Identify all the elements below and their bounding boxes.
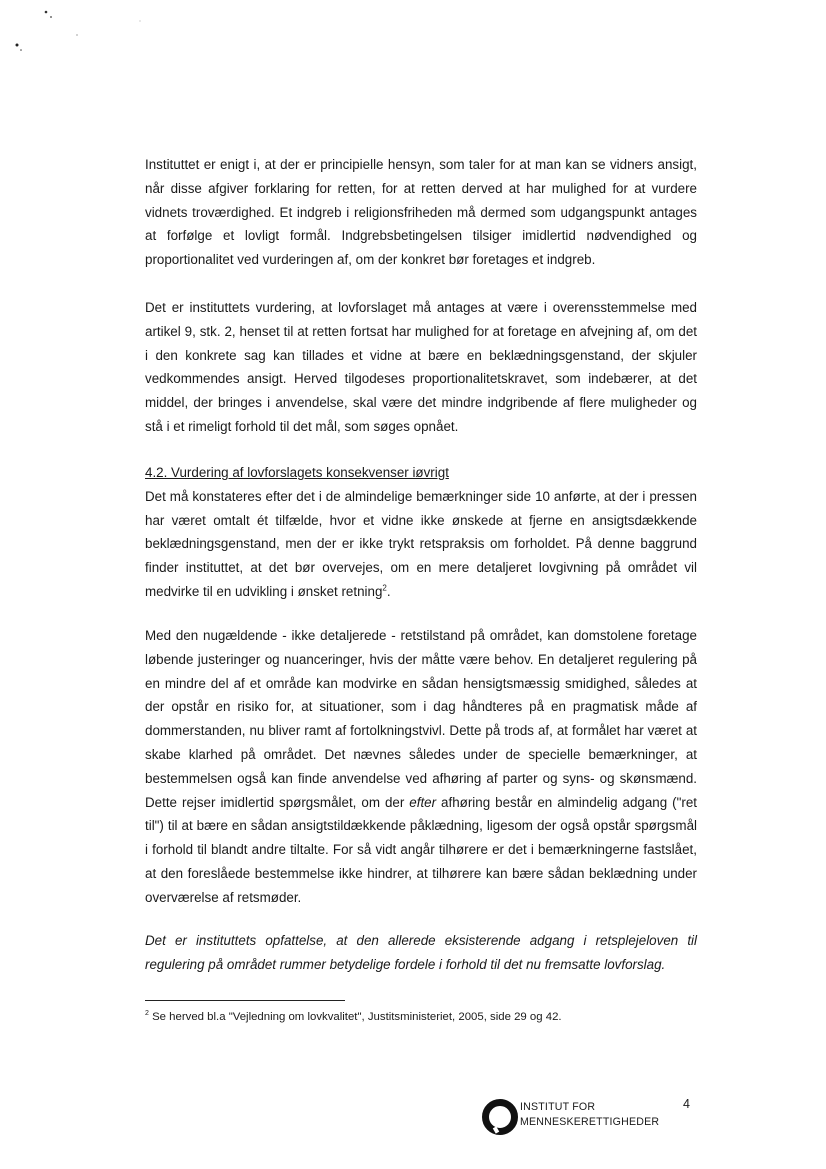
footnote	[145, 1010, 705, 1025]
page-number: 4	[683, 1097, 690, 1111]
logo-line-1: INSTITUT FOR	[520, 1101, 596, 1113]
footnote-text: Se herved bl.a "Vejledning om lovkvalitet", Justitsministeriet, 2005, side 29 og 42.	[148, 1011, 562, 1023]
paragraph-5-text: Det er instituttets opfattelse, at den allerede eksisterende adgang i retsplejeloven til regulering på området rummer betydelige fordele i forhold til det nu fremsatte lovforslag.	[145, 933, 697, 972]
logo-wordmark	[520, 1100, 659, 1130]
footnote-reference: 2	[382, 583, 387, 593]
footnote-marker: 2	[145, 1010, 149, 1018]
logo-line-2: MENNESKERETTIGHEDER	[520, 1116, 660, 1128]
paragraph-4	[145, 624, 697, 910]
paragraph-3-text: Det må konstateres efter det i de almindelige bemærkninger side 10 anførte, at der i pressen har været omtalt ét tilfælde, hvor et vidne ikke ønskede at fjerne en ansigtsdækkende beklædningsgenstand, men der er ikke trykt retspraksis om forholdet. På denne baggrund finder instituttet, at det bør overvejes, om en mere detaljeret lovgivning på området vil medvirke til en udvikling i ønsket retning	[145, 488, 697, 599]
ring-logo-icon	[480, 1097, 520, 1137]
paragraph-2	[145, 296, 697, 439]
paragraph-2-text: Det er instituttets vurdering, at lovforslaget må antages at være i overensstemmelse med artikel 9, stk. 2, henset til at retten fortsat har mulighed for at foretage en afvejning af, om det i den konkrete sag kan tillades et vidne at bære en beklædningsgenstand, der skjuler vedkommendes ansigt. Herved tilgodeses proportionalitetskravet, som indebærer, at det middel, der bringes i anvendelse, skal være det mindre indgribende af flere muligheder og stå i et rimeligt forhold til det mål, som søges opnået.	[145, 300, 697, 434]
paragraph-4-text-a: Med den nugældende - ikke detaljerede - retstilstand på området, kan domstolene foretage løbende justeringer og nuanceringer, hvis der måtte være behov. En detaljeret regulering på en mindre del af et område kan modvirke en sådan hensigtsmæssig smidighed, således at der opstår en risiko for, at situationer, som i dag håndteres på en pragmatisk måde af dommerstanden, nu bliver ramt af fortolkningstvivl. Dette på trods af, at formålet har været at skabe klarhed på området. Det nævnes således under de specielle bemærkninger, at bestemmelsen også kan finde anvendelse ved afhøring af parter og syns- og skønsmænd. Dette rejser imidlertid spørgsmålet, om der	[145, 628, 697, 810]
paragraph-1	[145, 153, 697, 272]
paragraph-3-end: .	[386, 583, 391, 599]
institute-logo	[480, 1097, 680, 1137]
paragraph-5	[145, 929, 697, 977]
section-heading: 4.2. Vurdering af lovforslagets konsekvenser iøvrigt	[145, 465, 449, 480]
scan-specks	[0, 0, 200, 60]
paragraph-3	[145, 485, 697, 604]
paragraph-4-text-b: afhøring består en almindelig adgang ("ret til") til at bære en sådan ansigtstildækkende påklædning, ligesom der også opstår spørgsmål i forhold til blandt andre tiltalte. For så vidt angår tilhørere er det i bemærkningerne fastslået, at den foreslåede bestemmelse ikke hindrer, at tilhørere kan bære sådan beklædning under overværelse af retsmøder.	[145, 794, 697, 905]
footnote-divider	[145, 1000, 345, 1001]
paragraph-4-emphasis: efter	[409, 794, 437, 810]
paragraph-1-text: Instituttet er enigt i, at der er principielle hensyn, som taler for at man kan se vidners ansigt, når disse afgiver forklaring for retten, for at retten derved at har mulighed for at vurdere vidnets troværdighed. Et indgreb i religionsfriheden må dermed som udgangspunkt antages at forfølge et lovligt formål. Indgrebsbetingelsen tilsiger imidlertid nødvendighed og proportionalitet ved vurderingen af, om der konkret bør foretages et indgreb.	[145, 157, 697, 268]
section-4-2	[145, 461, 697, 604]
